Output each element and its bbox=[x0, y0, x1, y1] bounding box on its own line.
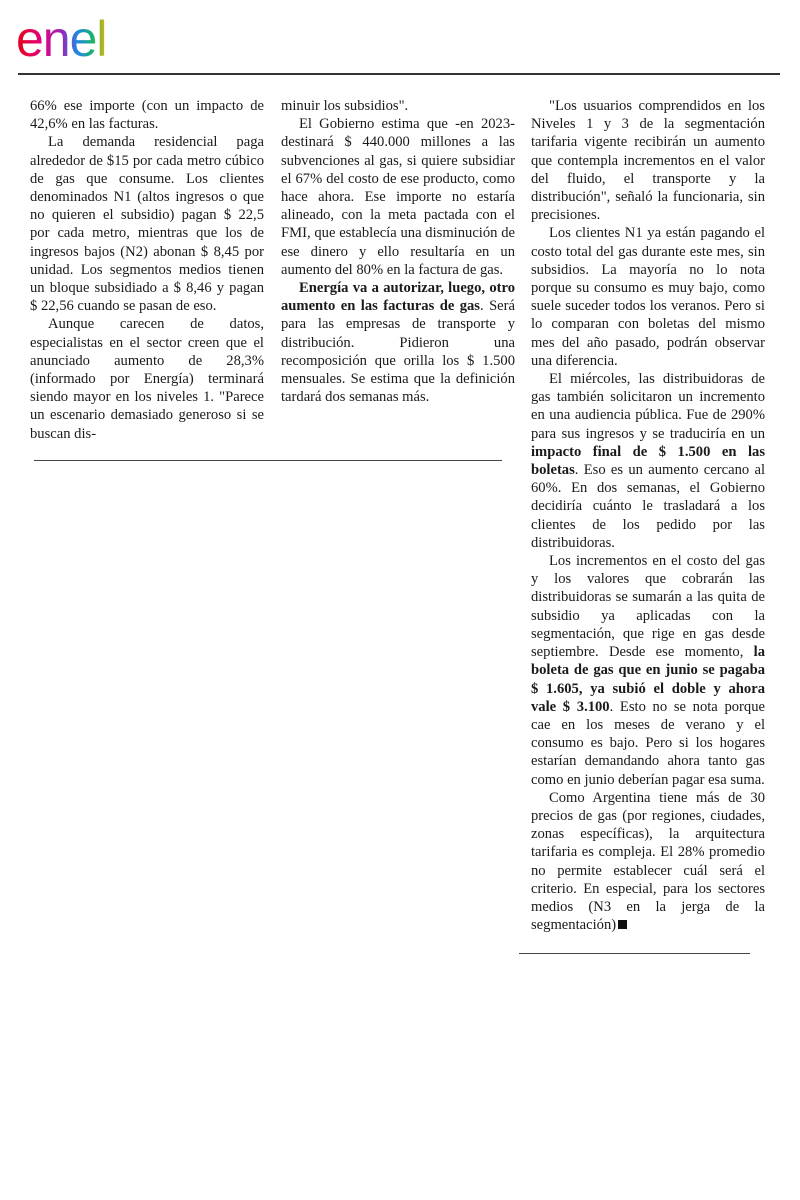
paragraph-text: Los incrementos en el costo del gas y los valores que cobrarán las distribuidoras se sumarán a las quita de subsidio ya aplicadas con la segmentación, que rige en gas desde septiembre. Desde ese momento, bbox=[531, 553, 765, 661]
enel-logo: enel bbox=[16, 11, 107, 67]
paragraph: Aunque carecen de datos, especialistas en el sector creen que el anunciado aumento de 28,3% (informado por Energía) terminará siendo mayor en los niveles 1. "Parece un escenario demasiado generoso si se buscan dis- bbox=[30, 316, 264, 442]
paragraph-text: El miércoles, las distribuidoras de gas también solicitaron un incremento en una audiencia pública. Fue de 290% para sus ingresos y se traduciría en un bbox=[531, 371, 765, 442]
header-divider bbox=[18, 73, 780, 75]
paragraph: El Gobierno estima que -en 2023- destinará $ 440.000 millones a las subvenciones al gas, si quiere subsidiar el 67% del costo de ese producto, como hace ahora. Ese importe no estaría alineado, con la meta pactada con el FMI, que establecía una disminución de ese dinero y ello resultaría en un aumento del 80% en la factura de gas. bbox=[281, 116, 515, 278]
bold-highlight: la boleta de gas que en junio se pagaba $ 1.605, ya subió el doble y ahora vale $ 3.100 bbox=[531, 644, 765, 715]
paragraph-text: . Esto no se nota porque cae en los meses de verano y el consumo es bajo. Pero si los hogares estarían demandando ahora tanto gas como en junio deberían pagar esa suma. bbox=[531, 698, 765, 788]
paragraph bbox=[281, 279, 515, 406]
paragraph-text: . Será para las empresas de transporte y distribución. Pidieron una recomposición que orilla los $ 1.500 mensuales. Se estima que la definición tardará dos semanas más. bbox=[281, 298, 516, 406]
article-column-2 bbox=[281, 97, 515, 406]
paragraph: "Los usuarios comprendidos en los Niveles 1 y 3 de la segmentación tarifaria vigente recibirán un aumento que contempla incrementos en el valor del fluido, el transporte y la distribución", señaló la funcionaria, sin precisiones. bbox=[531, 98, 765, 224]
paragraph: Los clientes N1 ya están pagando el costo total del gas durante este mes, sin subsidios. La mayoría no lo nota porque su consumo es muy bajo, como suele suceder todos los veranos. Pero si lo comparan con boletas del mismo mes del año pasado, podrán observar una diferencia. bbox=[531, 225, 765, 369]
paragraph: 66% ese importe (con un impacto de 42,6% en las facturas. bbox=[30, 98, 264, 133]
end-of-article-mark bbox=[618, 920, 627, 929]
paragraph: La demanda residencial paga alrededor de $15 por cada metro cúbico de gas que consume. Los clientes denominados N1 (altos ingresos o que no quieren el subsidio) pagan $ 22,5 por cada metro, mientras que los de ingresos bajos (N2) abonan $ 8,45 por unidad. Los segmentos medios tienen un bloque subsidiado a $ 8,46 y pagan $ 22,56 cuando se pasan de eso. bbox=[30, 134, 264, 315]
paragraph-text: . Eso es un aumento cercano al 60%. En dos semanas, el Gobierno decidiría cuánto le trasladará a los clientes de los pedido por las distribuidoras. bbox=[531, 462, 765, 551]
bold-highlight: impacto final de $ 1.500 en las boletas bbox=[531, 443, 765, 479]
end-divider bbox=[519, 953, 750, 954]
article-column-3 bbox=[531, 97, 765, 934]
paragraph: minuir los subsidios". bbox=[281, 98, 409, 114]
paragraph bbox=[531, 789, 765, 935]
article-column-1 bbox=[30, 97, 264, 443]
paragraph bbox=[531, 552, 765, 789]
bold-lead: Energía va a autorizar, luego, otro aumento en las facturas de gas bbox=[281, 280, 515, 315]
paragraph bbox=[531, 370, 765, 552]
paragraph-text: Como Argentina tiene más de 30 precios de gas (por regiones, ciudades, zonas específicas), la arquitectura tarifaria es compleja. El 28% promedio no permite establecer cuál será el criterio. En especial, para los sectores medios (N3 en la jerga de la segmentación) bbox=[531, 789, 765, 934]
section-divider bbox=[34, 460, 502, 461]
